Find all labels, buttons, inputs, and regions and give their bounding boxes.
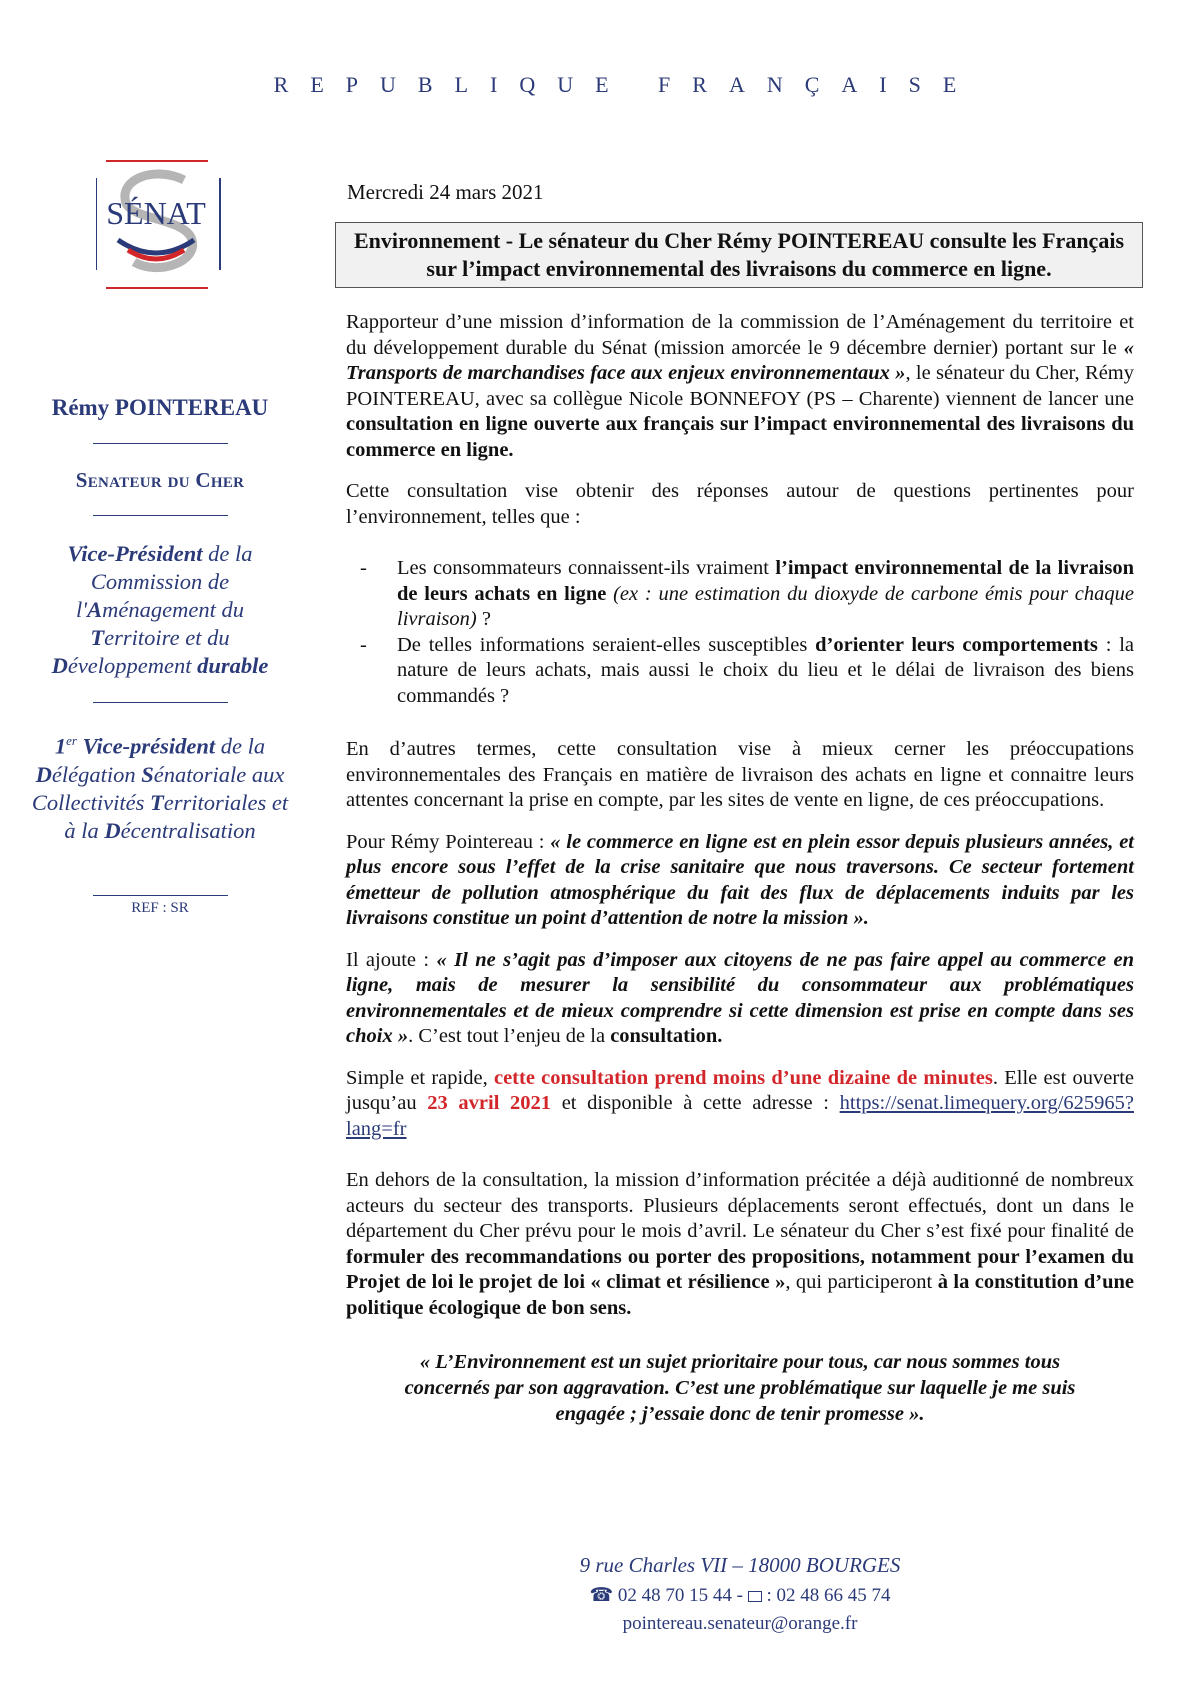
role-vice-president-commission: Vice-Président de la Commission de l'Aménagement du Territoire et du Développement durable: [51, 541, 269, 678]
paragraph-intro: Rapporteur d’une mission d’information de la commission de l’Aménagement du territoire et du développement durable du Sénat (mission amorcée le 9 décembre dernier) portant sur le « Transports de marchandises face aux enjeux environnementaux », le sénateur du Cher, Rémy POINTEREAU, avec sa collègue Nicole BONNEFOY (PS – Charente) viennent de lancer une consultation en ligne ouverte aux français sur l’impact environnemental des livraisons du commerce en ligne.: [346, 311, 1134, 461]
role-first-vice-president-delegation: 1er Vice-président de la Délégation Sénatoriale aux Collectivités Territoriales et à la Décentralisation: [31, 733, 289, 843]
date: Mercredi 24 mars 2021: [347, 180, 544, 204]
list-item: - Les consommateurs connaissent-ils vraiment l’impact environnemental de la livraison de leurs achats en ligne (ex : une estimation du dioxyde de carbone émis pour chaque livraison) ?: [360, 557, 1134, 630]
fax-number: : 02 48 66 45 74: [761, 1585, 891, 1606]
phone-number: 02 48 70 15 44: [617, 1585, 732, 1606]
senat-logo: [96, 158, 246, 313]
senator-name: Rémy POINTEREAU: [51, 395, 269, 420]
senator-title: Senateur du Cher: [75, 468, 245, 492]
closing-quote: « L’Environnement est un sujet prioritaire pour tous, car nous sommes tous concernés par son aggravation. C’est une problématique sur laquelle je me suis engagée ; j’essaie donc de tenir promesse ».: [404, 1351, 1076, 1425]
footer-contact: [346, 1553, 1134, 1635]
paragraph-questions-intro: Cette consultation vise obtenir des réponses autour de questions pertinentes pour l’environnement, telles que :: [346, 480, 1134, 528]
paragraph-mission: En dehors de la consultation, la mission d’information précitée a déjà auditionné de nombreux acteurs du secteur des transports. Plusieurs déplacements seront effectués, dont un dans le département du Cher prévu pour le mois d’avril. Le sénateur du Cher s’est fixé pour finalité de formuler des recommandations ou porter des propositions, notamment pour l’examen du Projet de loi le projet de loi « climat et résilience », qui participeront à la constitution d’une politique écologique de bon sens.: [346, 1169, 1134, 1319]
logo-text: SÉNAT: [106, 195, 206, 231]
paragraph-consultation-info: Simple et rapide, cette consultation prend moins d’une dizaine de minutes. Elle est ouverte jusqu’au 23 avril 2021 et disponible à cette adresse : https://senat.limequery.org/625965?lang=fr: [346, 1066, 1134, 1140]
list-item: - De telles informations seraient-elles susceptibles d’orienter leurs comportements : la nature de leurs achats, mais aussi le choix du lieu et le délai de livraison des biens commandés ?: [360, 633, 1134, 707]
paragraph-other-terms: En d’autres termes, cette consultation vise à mieux cerner les préoccupations environnementales des Français en matière de livraison des achats en ligne et connaitre leurs attentes concernant la prise en compte, par les sites de vente en ligne, de ces préoccupations.: [346, 738, 1134, 811]
consultation-link[interactable]: https://senat.limequery.org/625965?lang=fr: [346, 1092, 1134, 1140]
divider: [93, 702, 228, 703]
headline: Environnement - Le sénateur du Cher Rémy POINTEREAU consulte les Français sur l’impact environnemental des livraisons du commerce en ligne.: [335, 222, 1143, 288]
phone-icon: ☎: [589, 1585, 614, 1606]
fax-icon: [748, 1591, 762, 1602]
phone-fax: ☎ 02 48 70 15 44 - : 02 48 66 45 74: [589, 1585, 891, 1606]
address: 9 rue Charles VII – 18000 BOURGES: [579, 1553, 901, 1577]
press-release: [346, 180, 1134, 1448]
divider: [93, 515, 228, 516]
divider: [93, 895, 228, 896]
divider: [93, 443, 228, 444]
republique-francaise-header: REPUBLIQUE FRANÇAISE: [273, 72, 979, 97]
paragraph-quote-1: Pour Rémy Pointereau : « le commerce en ligne est en plein essor depuis plusieurs années, et plus encore sous l’effet de la crise sanitaire que nous traversons. Ce secteur fortement émetteur de pollution atmosphérique du fait des flux de déplacements induits par les livraisons constitue un point d’attention de notre la mission ».: [346, 830, 1134, 929]
question-list: [346, 556, 1134, 709]
reference: REF : SR: [131, 899, 189, 916]
sidebar: [30, 395, 290, 917]
paragraph-quote-2: Il ajoute : « Il ne s’agit pas d’imposer aux citoyens de ne pas faire appel au commerce en ligne, mais de mesurer la sensibilité du consommateur aux problématiques environnementales et de mieux comprendre si cette dimension est prise en compte dans ses choix ». C’est tout l’enjeu de la consultation.: [346, 948, 1134, 1047]
email[interactable]: pointereau.senateur@orange.fr: [622, 1613, 858, 1634]
